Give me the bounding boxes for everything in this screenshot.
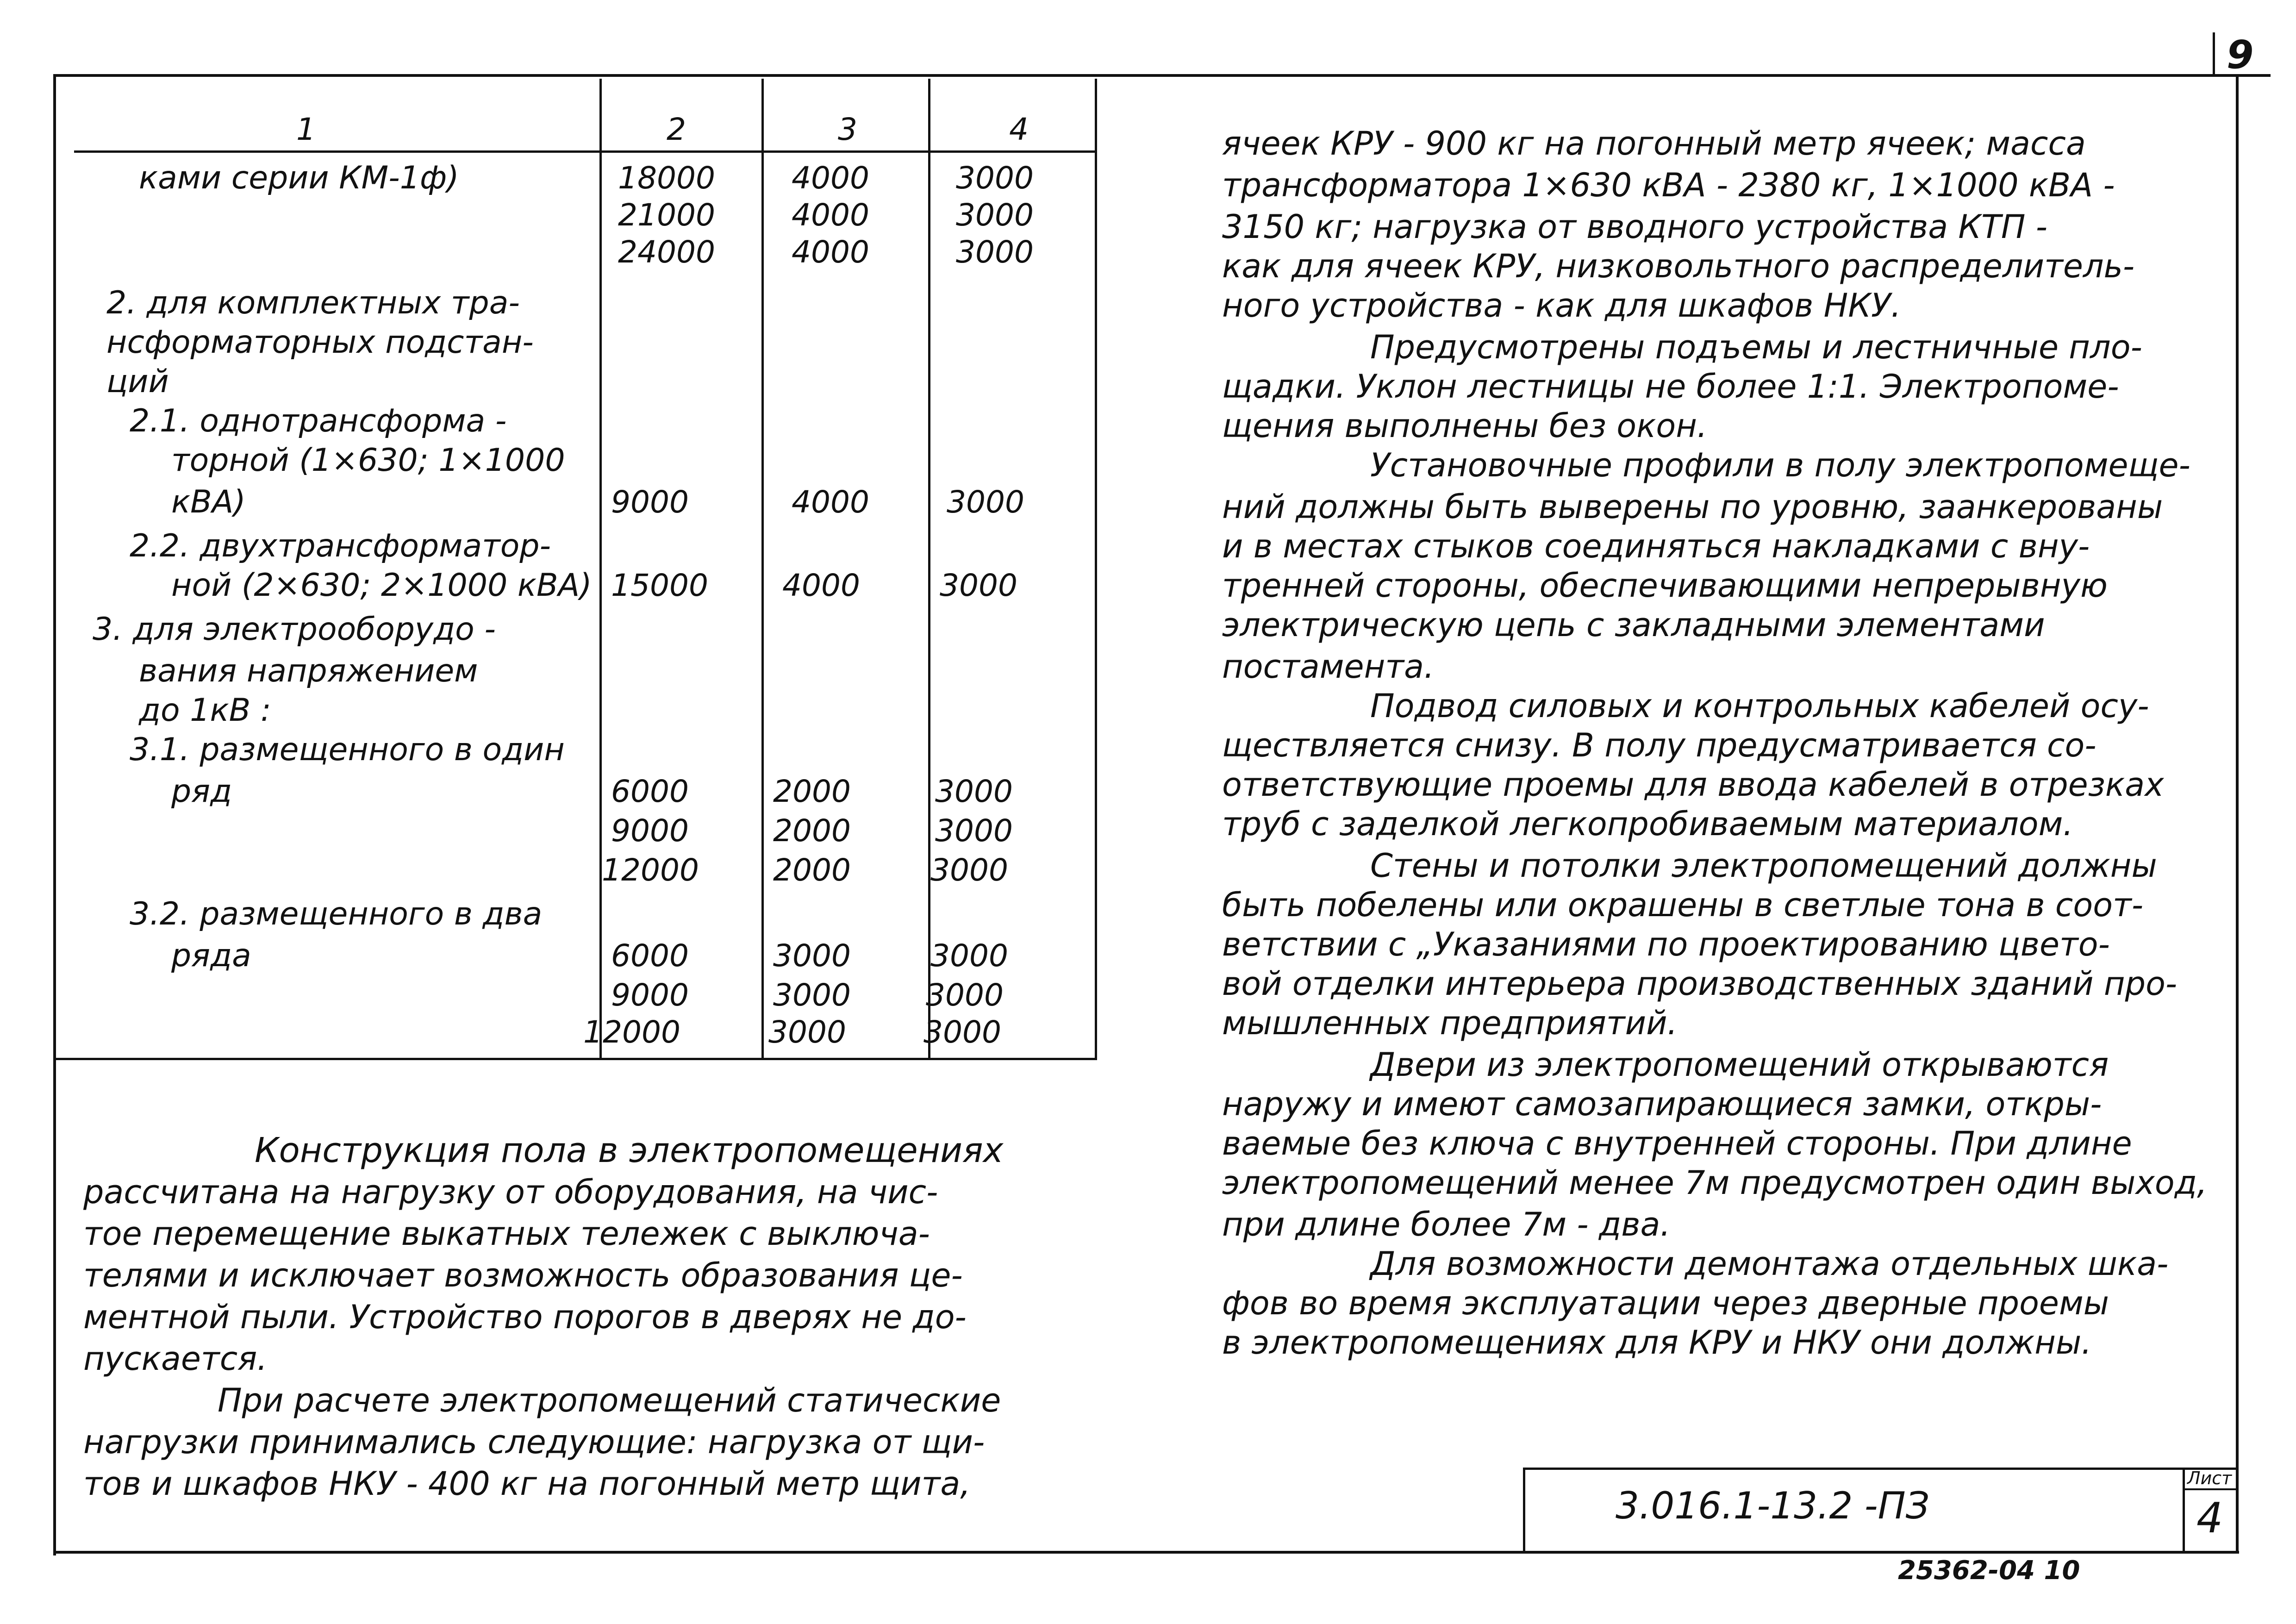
header-col-3: 3 (838, 112, 857, 147)
sheet-label: Лист (2187, 1468, 2232, 1488)
text-line: ваемые без ключа с внутренней стороны. При длине (1222, 1124, 2132, 1162)
text-line: в электропомещениях для КРУ и НКУ они должны. (1222, 1324, 2092, 1362)
row-value-col3: 3000 (773, 938, 851, 974)
row-label: 2. для комплектных тра- (106, 285, 520, 321)
row-value-col2: 12000 (602, 852, 699, 888)
corner-box-left (2213, 32, 2215, 76)
row-value-col3: 2000 (773, 774, 851, 809)
row-value-col3: 4000 (792, 197, 869, 233)
text-line: ний должны быть выверены по уровню, заанкерованы (1222, 488, 2163, 526)
row-value-col2: 9000 (611, 977, 689, 1013)
text-line: Установочные профили в полу электропомеще- (1370, 446, 2190, 484)
document-code: 3.016.1-13.2 -ПЗ (1616, 1484, 1930, 1527)
row-label: 3.2. размещенного в два (130, 896, 543, 932)
text-line: ного устройства - как для шкафов НКУ. (1222, 287, 1901, 325)
row-label: кВА) (171, 484, 246, 520)
text-line: При расчете электропомещений статические (218, 1381, 1001, 1419)
text-line: Подвод силовых и контрольных кабелей осу- (1370, 687, 2149, 725)
frame-top (53, 74, 2271, 77)
sheet-number: 4 (2196, 1494, 2223, 1543)
row-label: вания напряжением (139, 653, 478, 689)
row-value-col4: 3000 (947, 484, 1024, 520)
row-value-col2: 21000 (618, 197, 715, 233)
text-line: Для возможности демонтажа отдельных шка- (1370, 1245, 2169, 1283)
frame-right (2236, 74, 2239, 1551)
row-value-col2: 12000 (583, 1014, 680, 1050)
text-line: щадки. Уклон лестницы не более 1:1. Электропоме- (1222, 368, 2119, 406)
row-value-col4: 3000 (956, 197, 1034, 233)
text-line: ществляется снизу. В полу предусматривается со- (1222, 726, 2096, 764)
text-line: вой отделки интерьера производственных зданий про- (1222, 965, 2177, 1003)
text-line: наружу и имеют самозапирающиеся замки, откры- (1222, 1085, 2102, 1123)
text-line: трансформатора 1×630 кВА - 2380 кг, 1×1000 кВА - (1222, 166, 2115, 204)
row-value-col3: 2000 (773, 852, 851, 888)
row-value-col4: 3000 (956, 160, 1034, 196)
text-line: ментной пыли. Устройство порогов в дверях не до- (83, 1298, 967, 1336)
header-col-4: 4 (1009, 112, 1029, 147)
row-value-col2: 15000 (611, 568, 708, 603)
row-value-col4: 3000 (940, 568, 1017, 603)
row-value-col2: 18000 (618, 160, 715, 196)
text-line: тренней стороны, обеспечивающими непрерывную (1222, 567, 2108, 605)
row-value-col3: 4000 (792, 484, 869, 520)
text-line: тов и шкафов НКУ - 400 кг на погонный метр щита, (83, 1465, 971, 1503)
row-label: до 1кВ : (139, 692, 271, 729)
row-value-col4: 3000 (935, 813, 1013, 849)
text-line: ответствующие проемы для ввода кабелей в отрезках (1222, 766, 2164, 804)
frame-left (53, 74, 56, 1555)
row-value-col3: 3000 (773, 977, 851, 1013)
row-label: торной (1×630; 1×1000 (171, 442, 565, 479)
text-line: нагрузки принимались следующие: нагрузка от щи- (83, 1423, 985, 1461)
row-value-col4: 3000 (923, 1014, 1001, 1050)
row-label: 3.1. размещенного в один (130, 731, 565, 768)
text-line: при длине более 7м - два. (1222, 1206, 1671, 1243)
stamp-left-rule (1523, 1468, 1525, 1553)
row-value-col4: 3000 (935, 774, 1013, 809)
row-label: ками серии КМ-1ф) (139, 160, 459, 196)
header-col-1: 1 (296, 112, 316, 147)
row-value-col4: 3000 (926, 977, 1004, 1013)
text-line: быть побелены или окрашены в светлые тона в соот- (1222, 886, 2144, 924)
text-line: фов во время эксплуатации через дверные проемы (1222, 1284, 2109, 1322)
table-header-rule (74, 150, 1097, 153)
row-value-col2: 24000 (618, 234, 715, 270)
text-line: 3150 кг; нагрузка от вводного устройства КТП - (1222, 208, 2047, 246)
row-value-col3: 4000 (792, 160, 869, 196)
text-line: Двери из электропомещений открываются (1370, 1046, 2109, 1084)
row-value-col3: 4000 (792, 234, 869, 270)
stamp-sheet-label-rule (2183, 1488, 2238, 1490)
row-label: 2.1. однотрансформа - (130, 403, 507, 439)
stamp-top-rule (1523, 1468, 2238, 1470)
row-value-col2: 9000 (611, 484, 689, 520)
text-line: мышленных предприятий. (1222, 1004, 1678, 1042)
table-col-divider-1 (599, 79, 602, 1060)
text-line: щения выполнены без окон. (1222, 407, 1708, 445)
frame-bottom (53, 1551, 2239, 1554)
table-col-divider-3 (928, 79, 930, 1060)
text-line: постамента. (1222, 648, 1435, 686)
row-label: ряда (171, 937, 251, 974)
row-label: ной (2×630; 2×1000 кВА) (171, 567, 592, 604)
table-col-divider-2 (761, 79, 764, 1060)
row-label: ций (106, 363, 169, 400)
text-line: ячеек КРУ - 900 кг на погонный метр ячеек; масса (1222, 125, 2086, 162)
text-line: телями и исключает возможность образования це- (83, 1256, 963, 1294)
row-value-col3: 3000 (768, 1014, 846, 1050)
text-line: как для ячеек КРУ, низковольтного распределитель- (1222, 247, 2135, 285)
row-label: 2.2. двухтрансформатор- (130, 528, 551, 564)
row-label: ряд (171, 773, 232, 810)
row-value-col3: 2000 (773, 813, 851, 849)
row-value-col2: 6000 (611, 938, 689, 974)
stamp-sheet-divider (2183, 1468, 2185, 1553)
row-label: нсформаторных подстан- (106, 324, 534, 361)
table-right-border (1095, 79, 1097, 1060)
text-line: Предусмотрены подъемы и лестничные пло- (1370, 328, 2142, 366)
text-line: ветствии с „Указаниями по проектированию цвето- (1222, 925, 2110, 963)
text-line: Конструкция пола в электропомещениях (255, 1131, 1004, 1170)
text-line: Стены и потолки электропомещений должны (1370, 847, 2157, 885)
row-value-col2: 9000 (611, 813, 689, 849)
text-line: труб с заделкой легкопробиваемым материалом. (1222, 805, 2073, 843)
text-line: тое перемещение выкатных тележек с выключа- (83, 1215, 930, 1253)
row-value-col2: 6000 (611, 774, 689, 809)
row-value-col4: 3000 (956, 234, 1034, 270)
sheet-corner-number: 9 (2227, 32, 2254, 77)
row-label: 3. для электрооборудо - (93, 611, 496, 648)
row-value-col3: 4000 (782, 568, 860, 603)
text-line: электрическую цепь с закладными элементами (1222, 606, 2045, 644)
row-value-col4: 3000 (930, 938, 1008, 974)
text-line: рассчитана на нагрузку от оборудования, на чис- (83, 1173, 938, 1211)
header-col-2: 2 (667, 112, 686, 147)
text-line: и в местах стыков соединяться накладками с вну- (1222, 527, 2090, 565)
text-line: пускается. (83, 1340, 268, 1378)
row-value-col4: 3000 (930, 852, 1008, 888)
footer-code: 25362-04 10 (1898, 1555, 2080, 1586)
text-line: электропомещений менее 7м предусмотрен один выход, (1222, 1164, 2208, 1202)
table-bottom-rule (53, 1058, 1097, 1060)
